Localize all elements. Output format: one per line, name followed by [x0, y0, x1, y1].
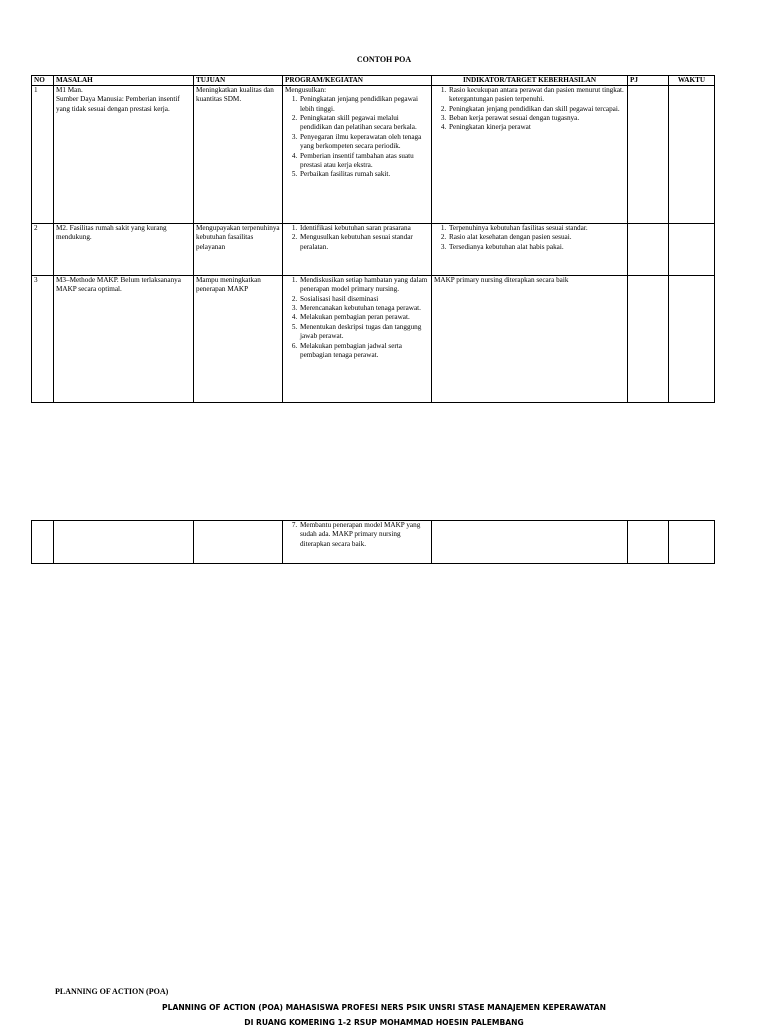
cell-pj: [628, 276, 669, 403]
header-masalah: MASALAH: [54, 76, 194, 86]
table-row: [32, 86, 715, 224]
document-title: CONTOH POA: [356, 55, 412, 64]
list-item: 3. Penyegaran ilmu keperawatan oleh tenaga yang berkompeten secara periodik.: [299, 133, 429, 152]
table-row: [32, 276, 715, 403]
cell-no: [32, 521, 54, 564]
poa-table-continuation: [31, 520, 715, 564]
cell-waktu: [669, 521, 715, 564]
poa-table: [31, 75, 715, 403]
table-header-row: [32, 76, 715, 86]
masalah-text: Sumber Daya Manusia: Pemberian insentif yang tidak sesuai dengan prestasi kerja.: [56, 95, 180, 113]
table-row: [32, 521, 715, 564]
list-item: 4. Pemberian insentif tambahan atas suatu prestasi atau kerja ekstra.: [299, 152, 429, 171]
cell-tujuan: Meningkatkan kualitas dan kuantitas SDM.: [194, 86, 283, 224]
cell-program: [283, 86, 432, 224]
table-row: [32, 224, 715, 276]
cell-tujuan: Mengupayakan terpenuhinya kebutuhan fasailitas pelayanan: [194, 224, 283, 276]
list-item: 2. Peningkatan jenjang pendidikan dan skill pegawai tercapai.: [448, 105, 625, 114]
cell-waktu: [669, 224, 715, 276]
footer-heading: PLANNING OF ACTION (POA): [55, 987, 169, 996]
list-item: 2. Peningkatan skill pegawai melalui pendidikan dan pelatihan secara berkala.: [299, 114, 429, 133]
program-list: [285, 276, 429, 360]
list-item: 1. Identifikasi kebutuhan saran prasarana: [299, 224, 429, 233]
header-tujuan: TUJUAN: [194, 76, 283, 86]
cell-no: 3: [32, 276, 54, 403]
cell-pj: [628, 86, 669, 224]
list-item: 3. Beban kerja perawat sesuai dengan tugasnya.: [448, 114, 625, 123]
list-item: 2. Sosialisasi hasil diseminasi: [299, 295, 429, 304]
list-item: 4. Melakukan pembagian peran perawat.: [299, 313, 429, 322]
cell-indikator: MAKP primary nursing diterapkan secara baik: [432, 276, 628, 403]
program-list: [285, 521, 429, 549]
header-indikator: INDIKATOR/TARGET KEBERHASILAN: [432, 76, 628, 86]
list-item: 3. Tersedianya kebutuhan alat habis pakai.: [448, 243, 625, 252]
program-list: [285, 224, 429, 252]
cell-masalah: M3–Methode MAKP. Belum terlaksananya MAKP secara optimal.: [54, 276, 194, 403]
cell-tujuan: Mampu meningkatkan penerapan MAKP: [194, 276, 283, 403]
cell-no: 1: [32, 86, 54, 224]
cell-masalah: [54, 521, 194, 564]
cell-waktu: [669, 86, 715, 224]
cell-program: [283, 276, 432, 403]
header-waktu: WAKTU: [669, 76, 715, 86]
masalah-title: M1 Man.: [56, 86, 83, 94]
cell-no: 2: [32, 224, 54, 276]
cell-pj: [628, 521, 669, 564]
cell-program: [283, 521, 432, 564]
list-item: 3. Merencanakan kebutuhan tenaga perawat.: [299, 304, 429, 313]
cell-masalah: [54, 86, 194, 224]
cell-indikator: [432, 521, 628, 564]
program-intro: Mengusulkan:: [285, 86, 327, 94]
cell-waktu: [669, 276, 715, 403]
header-pj: PJ: [628, 76, 669, 86]
list-item: 1. Rasio kecukupan antara perawat dan pasien menurut tingkat. ketergantungan pasien terpenuhi.: [448, 86, 625, 105]
list-item: 1. Peningkatan jenjang pendidikan pegawai lebih tinggi.: [299, 95, 429, 114]
list-item: 2. Rasio alat kesehatan dengan pasien sesuai.: [448, 233, 625, 242]
indikator-list: [434, 224, 625, 252]
cell-indikator: [432, 224, 628, 276]
list-item: 2. Mengusulkan kebutuhan sesuai standar peralatan.: [299, 233, 429, 252]
program-list: [285, 95, 429, 179]
list-item: 1. Mendiskusikan setiap hambatan yang dalam penerapan model primary nursing.: [299, 276, 429, 295]
header-program: PROGRAM/KEGIATAN: [283, 76, 432, 86]
footer-subtitle: DI RUANG KOMERING 1-2 RSUP MOHAMMAD HOESIN PALEMBANG: [244, 1018, 524, 1027]
indikator-list: [434, 86, 625, 133]
header-no: NO: [32, 76, 54, 86]
list-item: 5. Menentukan deskripsi tugas dan tanggung jawab perawat.: [299, 323, 429, 342]
list-item: 5. Perbaikan fasilitas rumah sakit.: [299, 170, 429, 179]
list-item: 6. Melakukan pembagian jadwal serta pembagian tenaga perawat.: [299, 342, 429, 361]
list-item: 4. Peningkatan kinerja perawat: [448, 123, 625, 132]
list-item: 1. Terpenuhinya kebutuhan fasilitas sesuai standar.: [448, 224, 625, 233]
cell-indikator: [432, 86, 628, 224]
footer-title: PLANNING OF ACTION (POA) MAHASISWA PROFESI NERS PSIK UNSRI STASE MANAJEMEN KEPERAWATAN: [162, 1003, 606, 1012]
cell-masalah: M2. Fasilitas rumah sakit yang kurang mendukung.: [54, 224, 194, 276]
cell-program: [283, 224, 432, 276]
cell-pj: [628, 224, 669, 276]
cell-tujuan: [194, 521, 283, 564]
list-item: 7. Membantu penerapan model MAKP yang sudah ada. MAKP primary nursing diterapkan secara baik.: [299, 521, 429, 549]
